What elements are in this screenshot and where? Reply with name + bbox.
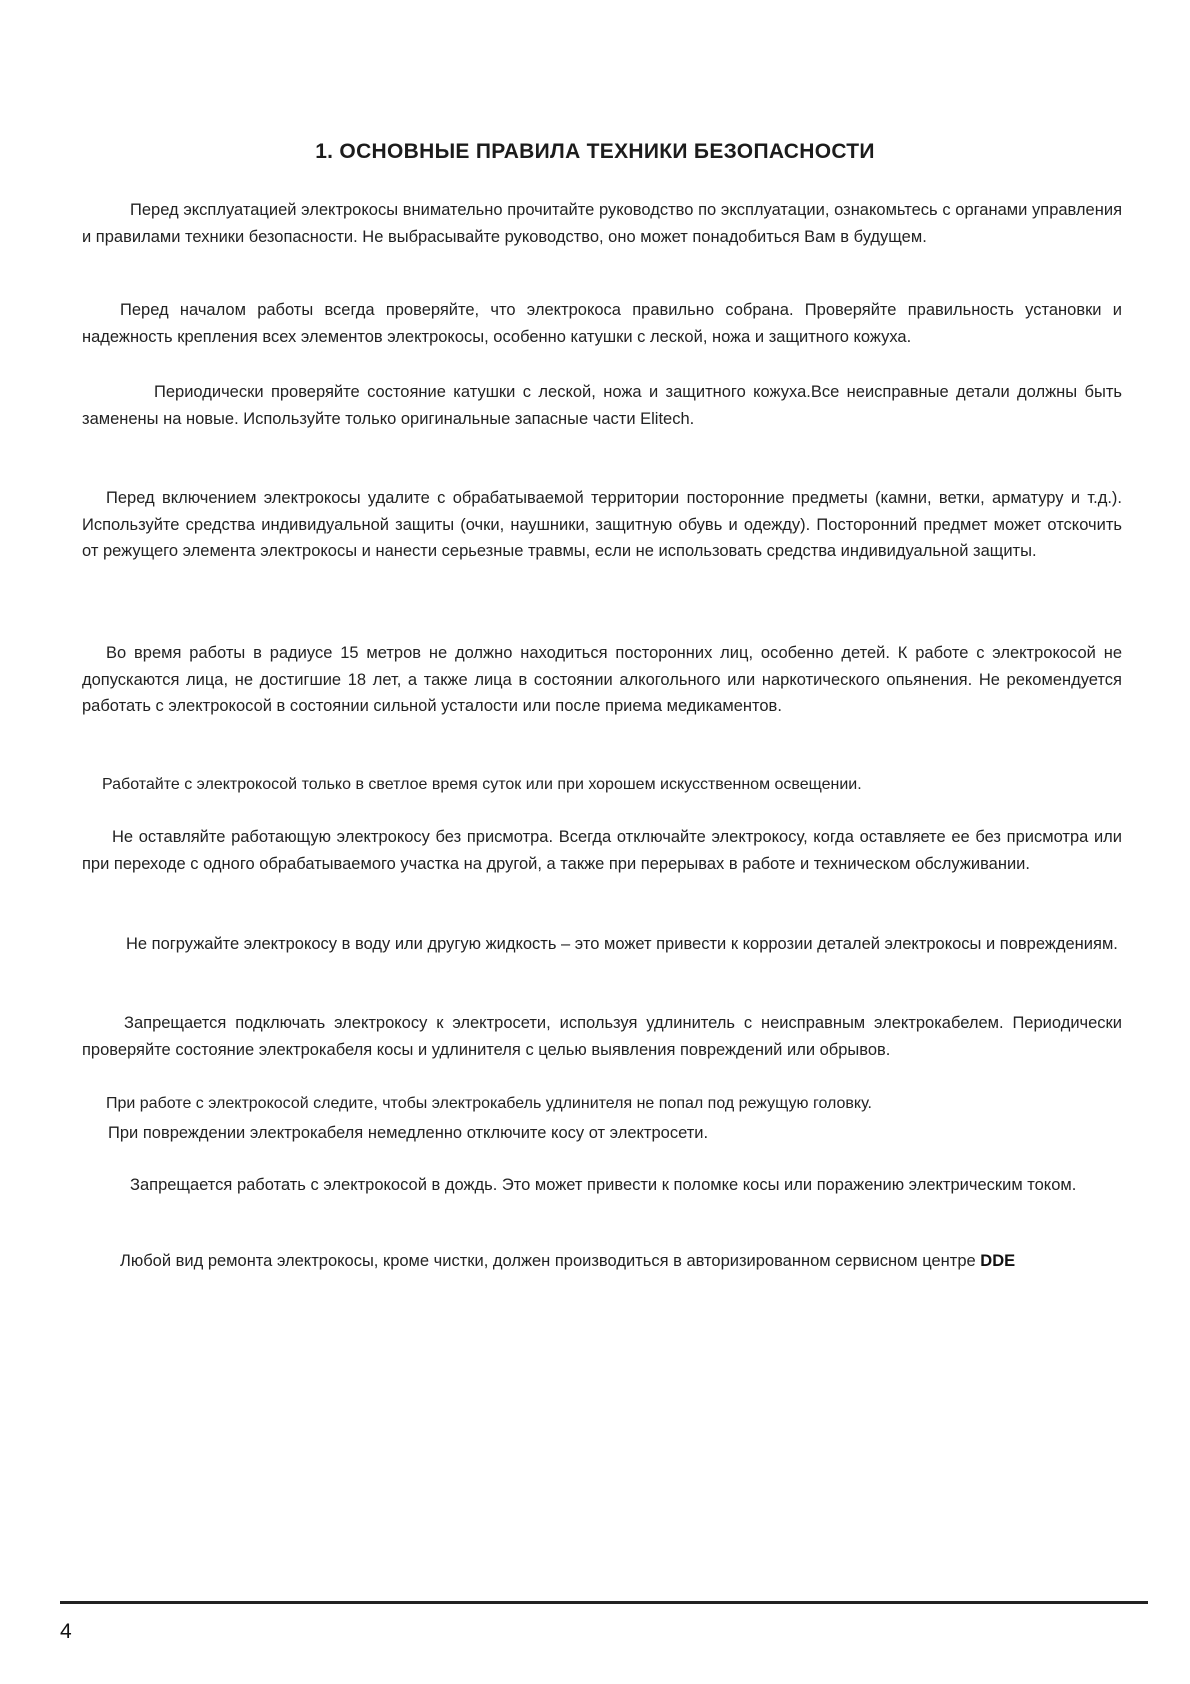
paragraph-repair-service (82, 1248, 1122, 1275)
section-title: 1. ОСНОВНЫЕ ПРАВИЛА ТЕХНИКИ БЕЗОПАСНОСТИ (315, 140, 875, 163)
paragraph-check-parts: Периодически проверяйте состояние катушки с леской, ножа и защитного кожуха.Все неисправные детали должны быть заменены на новые. Используйте только оригинальные запасные части Elitech. (82, 383, 1122, 428)
footer-divider (60, 1601, 1148, 1604)
paragraph-daylight: Работайте с электрокосой только в светлое время суток или при хорошем искусственном освещении. (102, 776, 862, 793)
paragraph-bystanders: Во время работы в радиусе 15 метров не должно находиться посторонних лиц, особенно детей. К работе с электрокосой не допускаются лица, не достигшие 18 лет, а также лица в состоянии алкогольного или наркотического опьянения. Не рекомендуется работать с электрокосой в состоянии сильной усталости или после приема медикаментов. (82, 644, 1122, 715)
page-number: 4 (60, 1620, 72, 1643)
paragraph-check-assembly: Перед началом работы всегда проверяйте, что электрокоса правильно собрана. Проверяйте правильность установки и надежность крепления всех элементов электрокосы, особенно катушки с леской, ножа и защитного кожуха. (82, 301, 1122, 346)
paragraph-no-water: Не погружайте электрокосу в воду или другую жидкость – это может привести к коррозии деталей электрокосы и повреждениям. (126, 935, 1118, 953)
brand-name: DDE (980, 1252, 1016, 1270)
paragraph-cable-damage: При повреждении электрокабеля немедленно отключите косу от электросети. (108, 1124, 709, 1142)
paragraph-extension-cable: Запрещается подключать электрокосу к электросети, используя удлинитель с неисправным электрокабелем. Периодически проверяйте состояние электрокабеля косы и удлинителя с целью выявления повреждений или обрывов. (82, 1014, 1122, 1059)
paragraph-cable-cutting-head: При работе с электрокосой следите, чтобы электрокабель удлинителя не попал под режущую головку. (106, 1095, 872, 1112)
paragraph-unattended: Не оставляйте работающую электрокосу без присмотра. Всегда отключайте электрокосу, когда оставляете ее без присмотра или при переходе с одного обрабатываемого участка на другой, а также при перерывах в работе и техническом обслуживании. (82, 828, 1122, 873)
paragraph-remove-objects: Перед включением электрокосы удалите с обрабатываемой территории посторонние предметы (камни, ветки, арматуру и т.д.). Используйте средства индивидуальной защиты (очки, наушники, защитную обувь и одежду). Посторонний предмет может отскочить от режущего элемента электрокосы и нанести серьезные травмы, если не использовать средства индивидуальной защиты. (82, 489, 1122, 560)
paragraph-rain: Запрещается работать с электрокосой в дождь. Это может привести к поломке косы или поражению электрическим током. (130, 1176, 1077, 1194)
repair-service-text: Любой вид ремонта электрокосы, кроме чистки, должен производиться в авторизированном сервисном центре (120, 1252, 976, 1270)
paragraph-read-manual: Перед эксплуатацией электрокосы внимательно прочитайте руководство по эксплуатации, ознакомьтесь с органами управления и правилами техники безопасности. Не выбрасывайте руководство, оно может понадобиться Вам в будущем. (82, 201, 1122, 246)
